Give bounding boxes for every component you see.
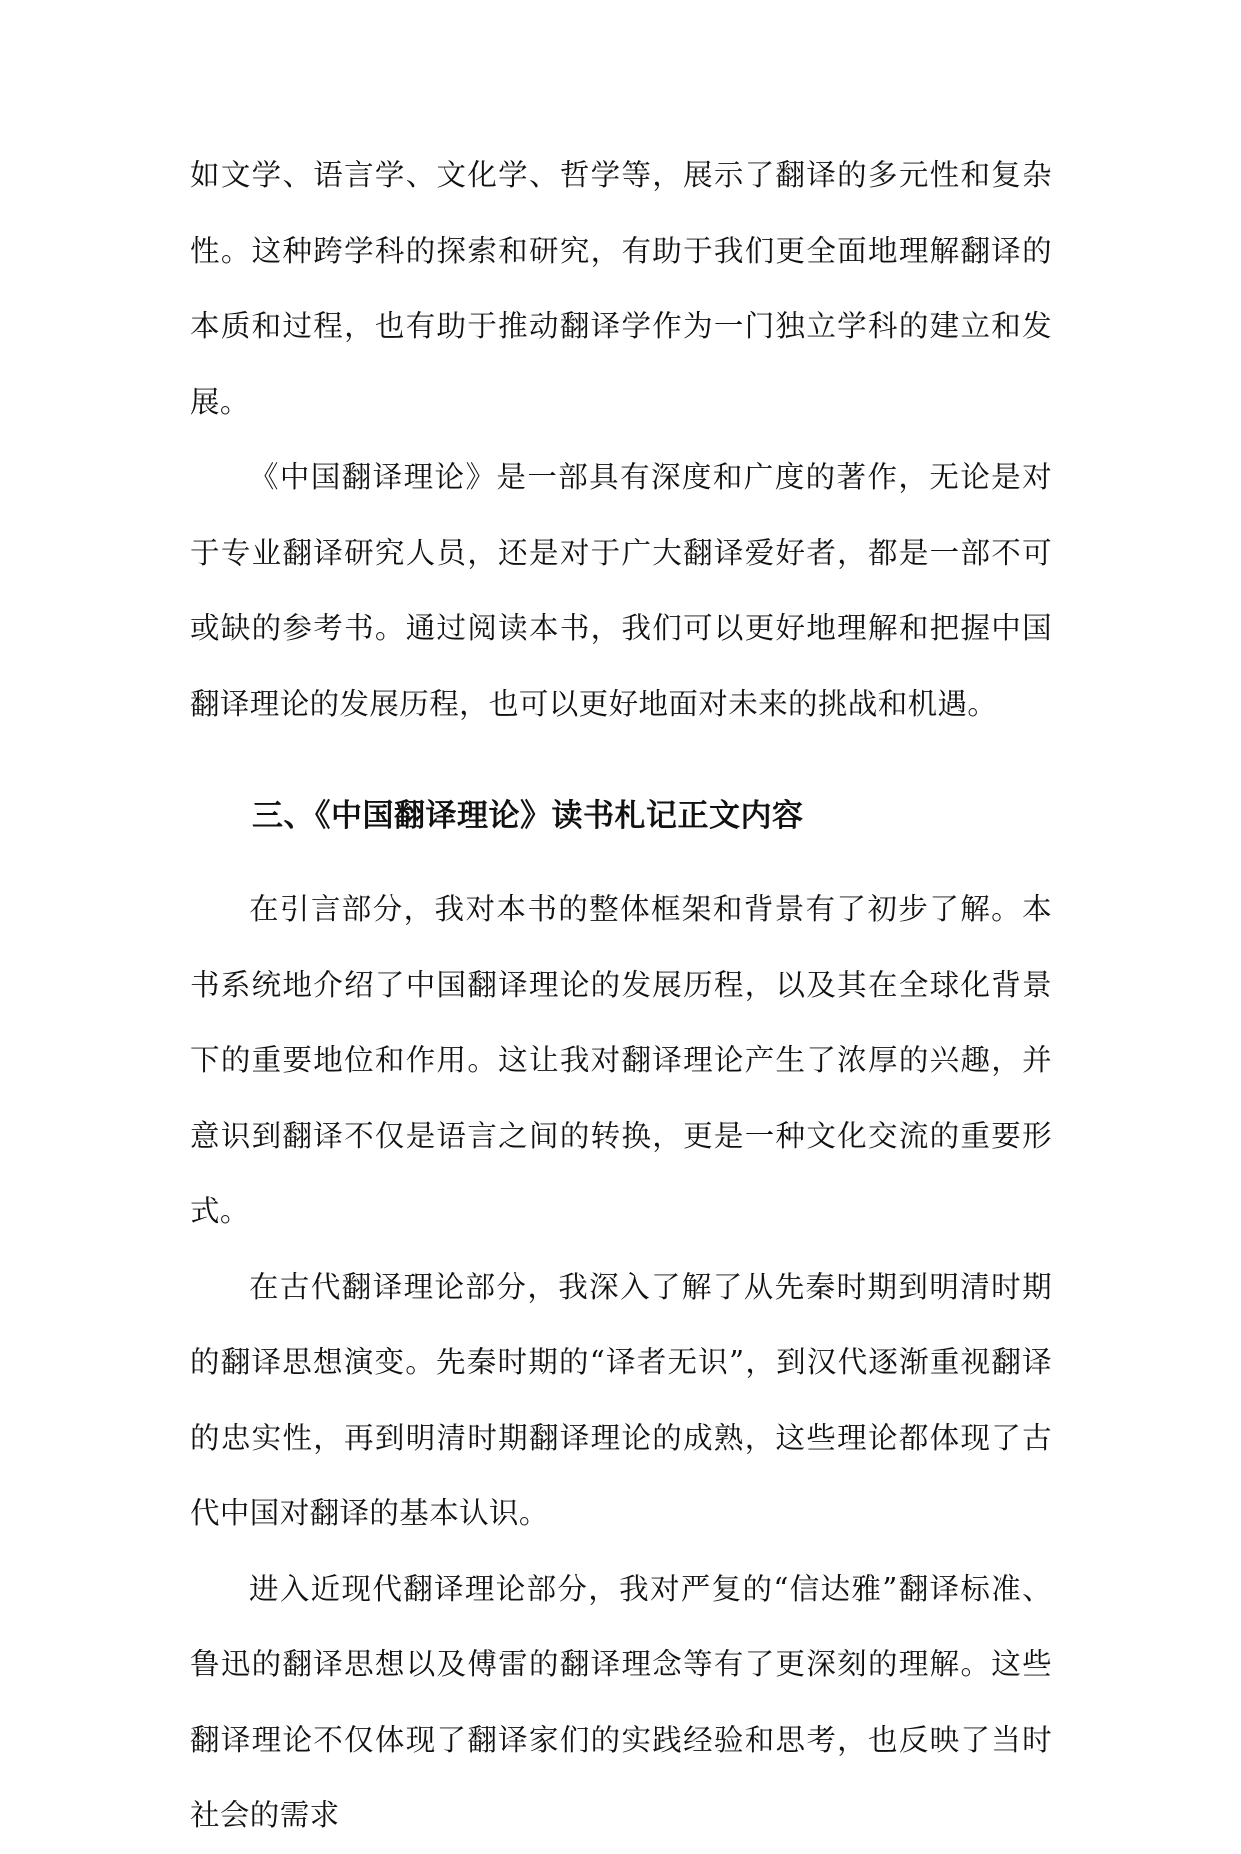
paragraph-introduction: 在引言部分，我对本书的整体框架和背景有了初步了解。本书系统地介绍了中国翻译理论的发展历程，以及其在全球化背景下的重要地位和作用。这让我对翻译理论产生了浓厚的兴趣，并意识到翻译不仅是语言之间的转换，更是一种文化交流的重要形式。 (190, 892, 1052, 1228)
paragraph-ancient-theory: 在古代翻译理论部分，我深入了解了从先秦时期到明清时期的翻译思想演变。先秦时期的“译者无识”，到汉代逐渐重视翻译的忠实性，再到明清时期翻译理论的成熟，这些理论都体现了古代中国对翻译的基本认识。 (190, 1269, 1052, 1530)
paragraph-modern-theory: 进入近现代翻译理论部分，我对严复的“信达雅”翻译标准、鲁迅的翻译思想以及傅雷的翻译理念等有了更深刻的理解。这些翻译理论不仅体现了翻译家们的实践经验和思考，也反映了当时社会的需求 (190, 1571, 1052, 1832)
document-body (190, 138, 1052, 1854)
paragraph-book-value: 《中国翻译理论》是一部具有深度和广度的著作，无论是对于专业翻译研究人员，还是对于广大翻译爱好者，都是一部不可或缺的参考书。通过阅读本书，我们可以更好地理解和把握中国翻译理论的发展历程，也可以更好地面对未来的挑战和机遇。 (190, 460, 1052, 721)
paragraph-interdisciplinary: 如文学、语言学、文化学、哲学等，展示了翻译的多元性和复杂性。这种跨学科的探索和研究，有助于我们更全面地理解翻译的本质和过程，也有助于推动翻译学作为一门独立学科的建立和发展。 (190, 158, 1052, 419)
section-heading: 三、《中国翻译理论》读书札记正文内容 (252, 798, 804, 834)
